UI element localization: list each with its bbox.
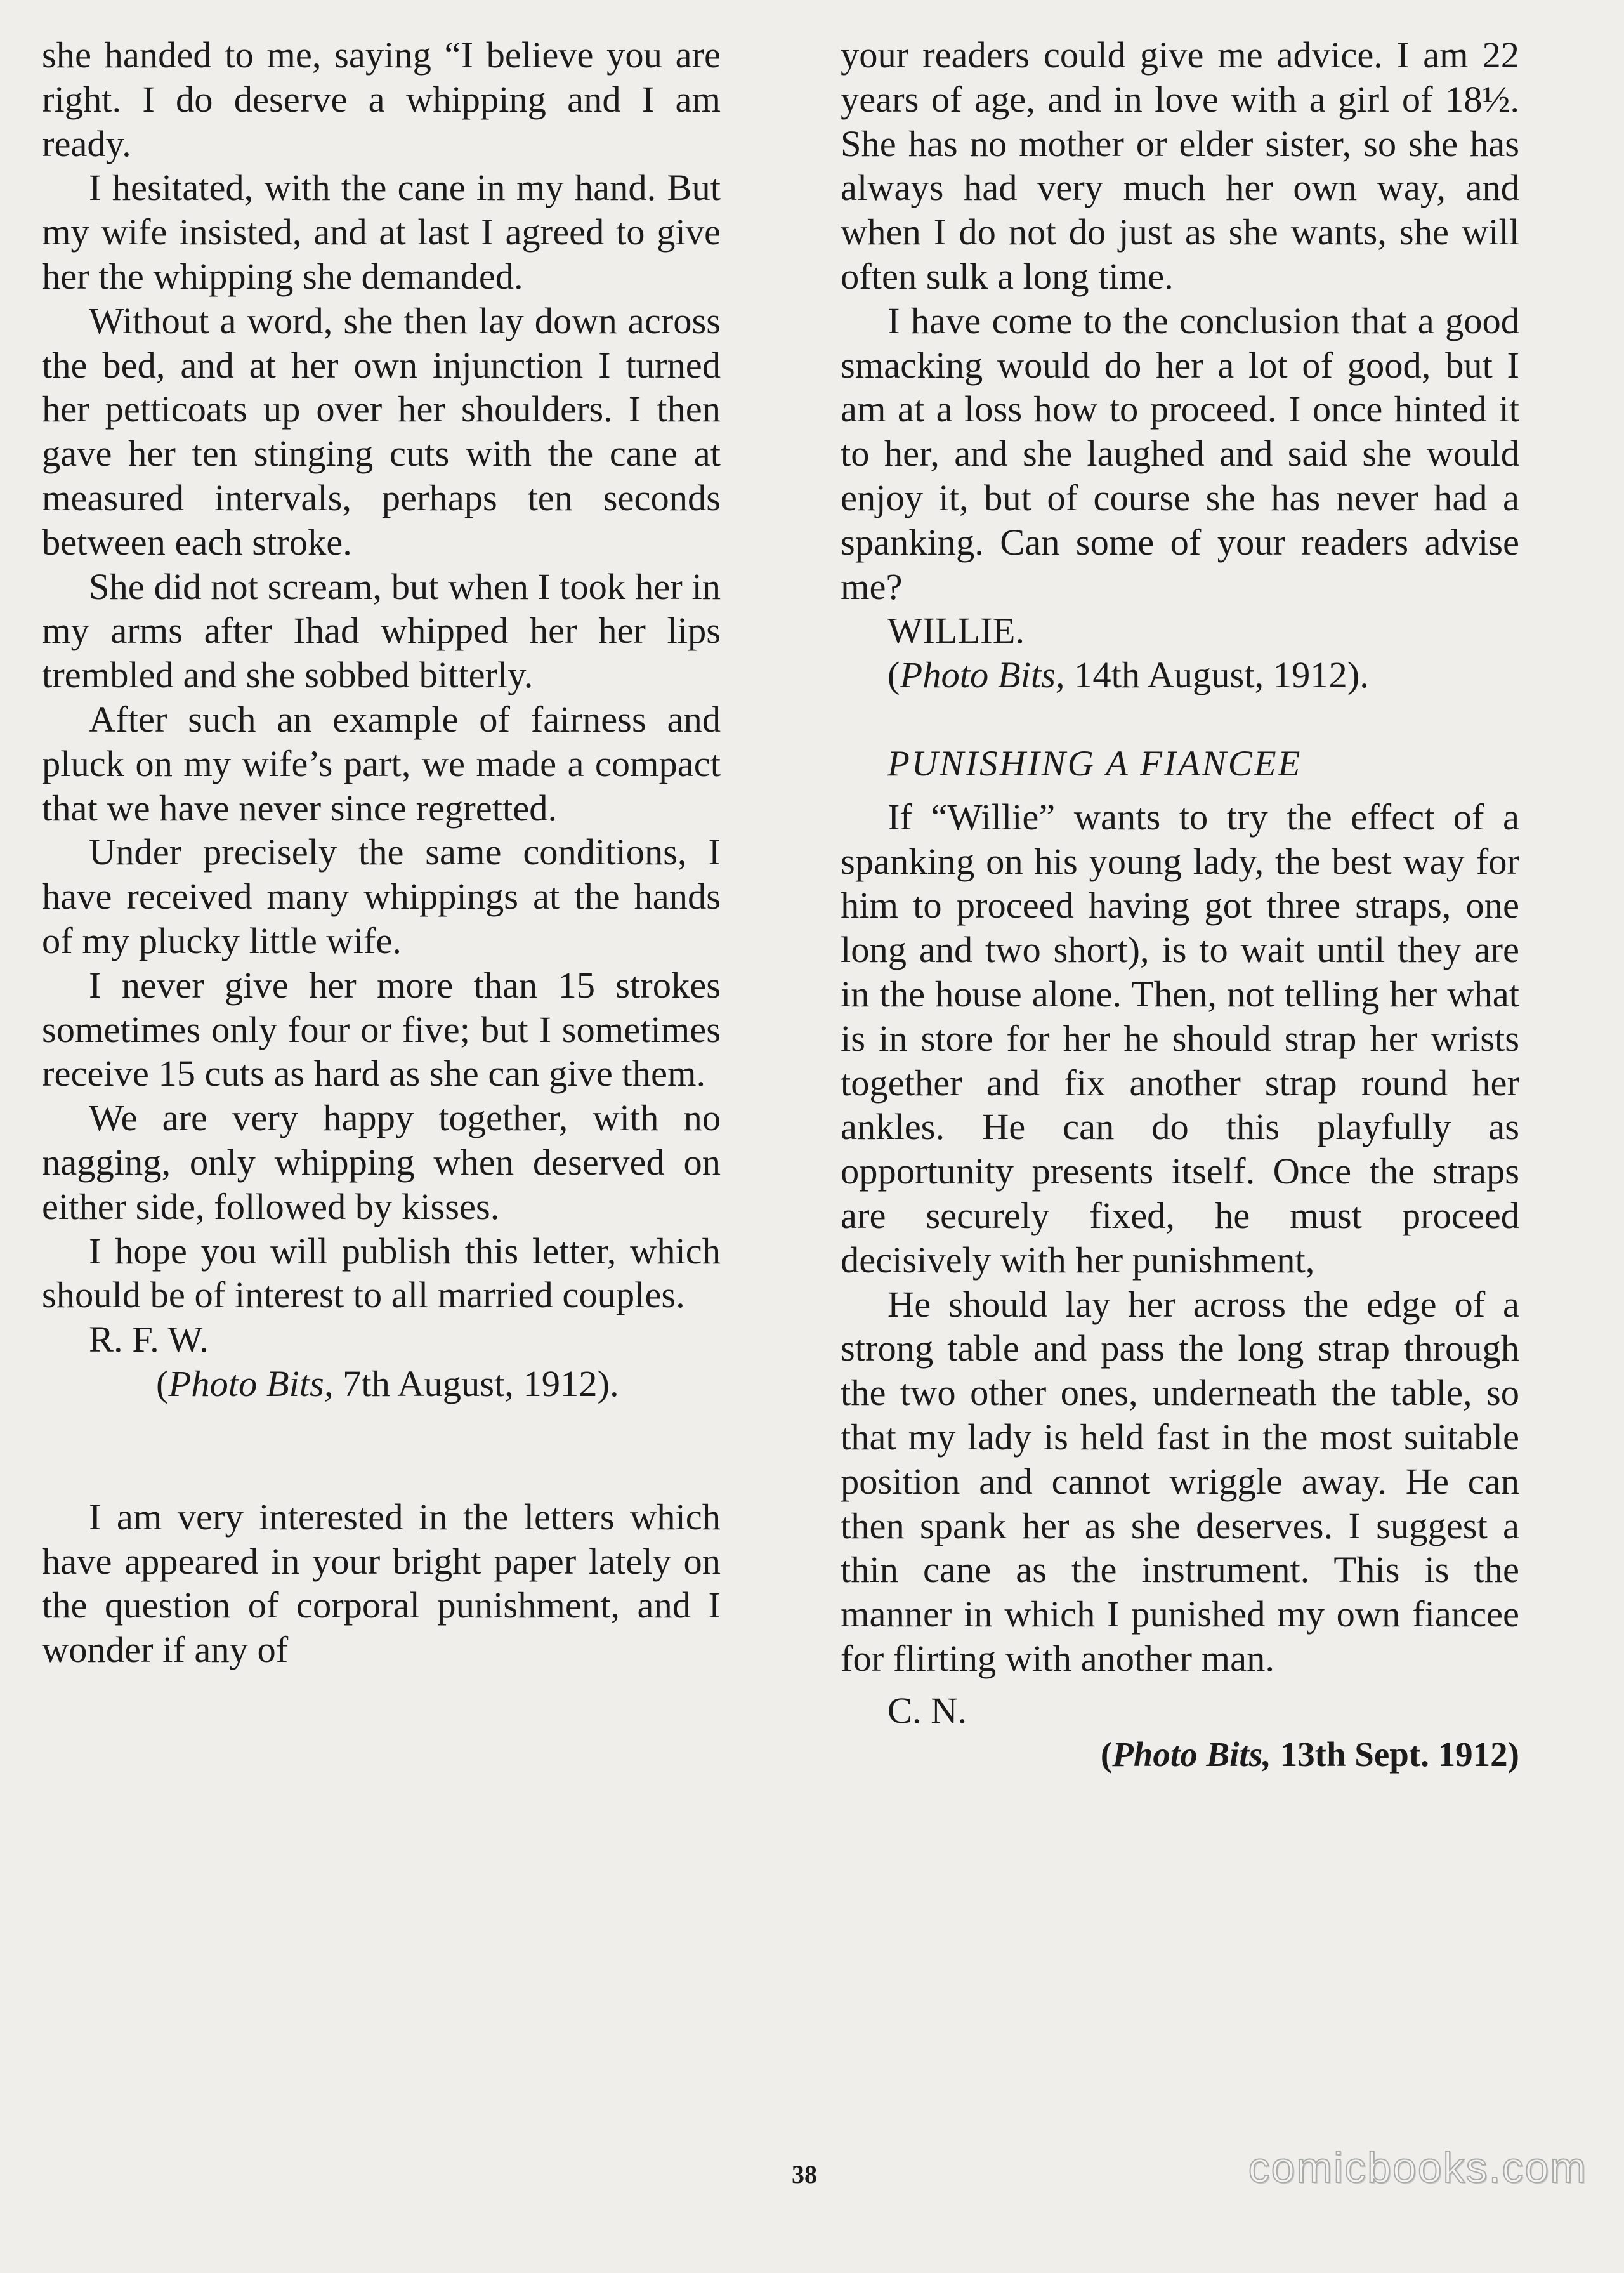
- signature-cn: C. N.: [887, 1689, 967, 1731]
- paragraph: We are very happy together, with no nagging, only whipping when deserved on either side, followed by kisses.: [42, 1097, 721, 1227]
- paragraph: After such an example of fairness and pluck on my wife’s part, we made a compact that we have never since regretted.: [42, 698, 721, 829]
- signature-willie: WILLIE.: [887, 610, 1025, 652]
- source-citation-3: [841, 1732, 1519, 1777]
- paragraph: I am very interested in the letters which have appeared in your bright paper lately on the question of corporal punishment, and I wonder if any of: [42, 1496, 721, 1671]
- source-citation-1: [42, 1362, 721, 1406]
- signature-spacer: [841, 1681, 1519, 1689]
- source-open-paren: (: [1100, 1735, 1113, 1774]
- paragraph: she handed to me, saying “I believe you are right. I do deserve a whipping and I am ready.: [42, 34, 721, 164]
- heading-spacer: [841, 786, 1519, 795]
- paragraph: If “Willie” wants to try the effect of a spanking on his young lady, the best way for him to proceed having got three straps, one long and two short), is to wait until they are in the house alone. Then, not telling her what is in store for her he should strap her wrists together and fix another strap round her ankles. He can do this playfully as opportunity presents itself. Once the straps are securely fixed, he must proceed decisively with her punishment,: [841, 796, 1519, 1281]
- source-open-paren: (: [156, 1362, 169, 1404]
- paragraph: I hope you will publish this letter, which should be of interest to all married couples.: [42, 1230, 721, 1316]
- paragraph: He should lay her across the edge of a strong table and pass the long strap through the two other ones, underneath the table, so that my lady is held fast in the most suitable position and cannot wriggle away. He can then spank her as she deserves. I suggest a thin cane as the instrument. This is the manner in which I punished my own fiancee for flirting with another man.: [841, 1283, 1519, 1679]
- paragraph: your readers could give me advice. I am 22 years of age, and in love with a girl of 18½. She has no mother or elder sister, so she has always had very much her own way, and when I do not do just as she wants, she will often sulk a long time.: [841, 34, 1519, 297]
- source-open-paren: (: [887, 654, 900, 696]
- signature-rfw: R. F. W.: [89, 1319, 209, 1361]
- paragraph: Without a word, she then lay down across the bed, and at her own injunction I turned her petticoats up over her shoulders. I then gave her ten stinging cuts with the cane at measured intervals, perhaps ten seconds between each stroke.: [42, 300, 721, 563]
- section-spacer: [42, 1406, 721, 1495]
- paragraph: I never give her more than 15 strokes sometimes only four or five; but I sometimes receive 15 cuts as hard as she can give them.: [42, 964, 721, 1095]
- section-heading: PUNISHING A FIANCEE: [887, 743, 1302, 784]
- source-publication: Photo Bits,: [168, 1362, 334, 1404]
- paragraph: Under precisely the same conditions, I have received many whippings at the hands of my plucky little wife.: [42, 831, 721, 961]
- source-date: 13th Sept. 1912): [1271, 1735, 1519, 1774]
- page-number: 38: [792, 2160, 817, 2189]
- source-date: 14th August, 1912).: [1064, 654, 1369, 696]
- source-publication: Photo Bits,: [900, 654, 1065, 696]
- right-column: [841, 33, 1519, 1777]
- source-date: 7th August, 1912).: [333, 1362, 619, 1404]
- watermark: comicbooks.com: [1248, 2144, 1587, 2192]
- paragraph: She did not scream, but when I took her in my arms after Ihad whipped her her lips trembled and she sobbed bitterly.: [42, 565, 721, 696]
- source-citation-2: [841, 653, 1519, 697]
- left-column: [42, 33, 721, 1672]
- paragraph: I hesitated, with the cane in my hand. But my wife insisted, and at last I agreed to give her the whipping she demanded.: [42, 167, 721, 297]
- source-publication: Photo Bits,: [1112, 1735, 1271, 1774]
- section-spacer: [841, 697, 1519, 742]
- paragraph: I have come to the conclusion that a good smacking would do her a lot of good, but I am at a loss how to proceed. I once hinted it to her, and she laughed and said she would enjoy it, but of course she has never had a spanking. Can some of your readers advise me?: [841, 300, 1519, 607]
